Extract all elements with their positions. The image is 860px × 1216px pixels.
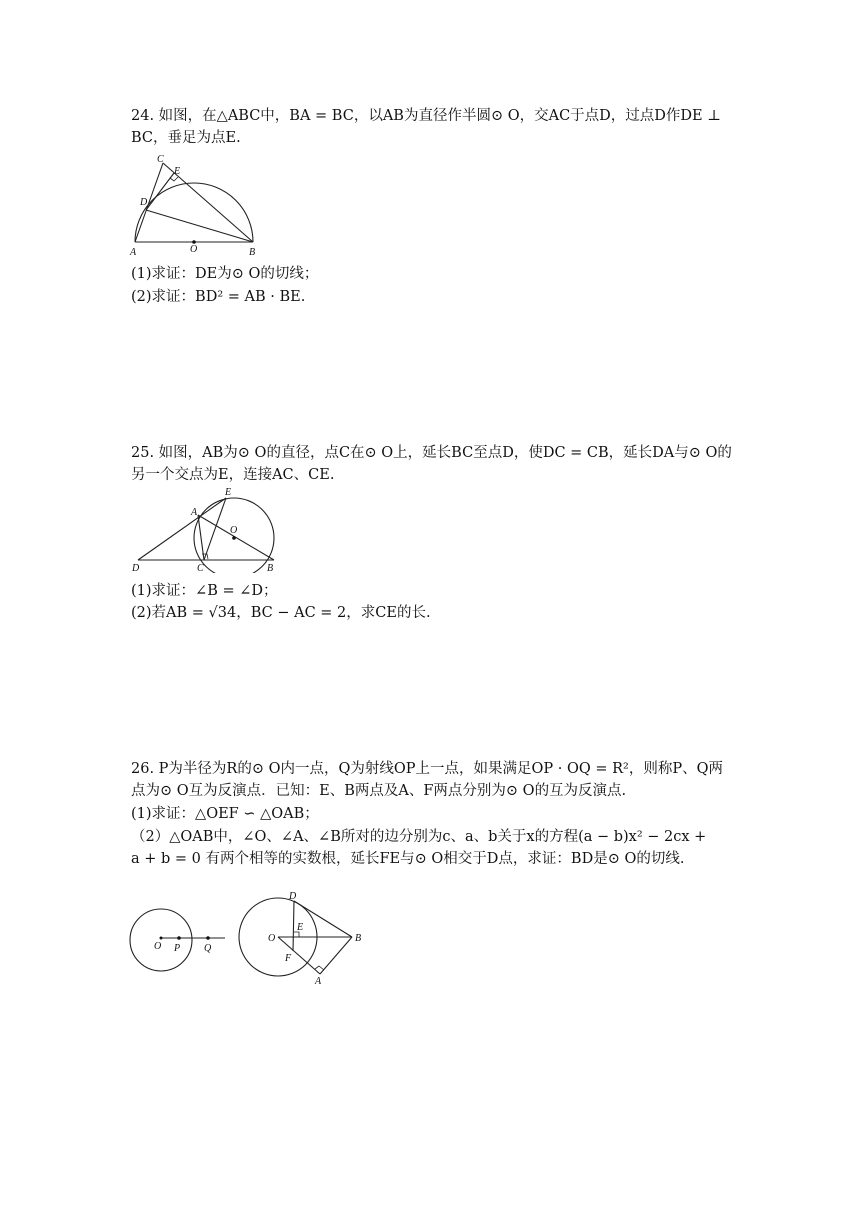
- q26-fig2-right-angle-a: [315, 966, 324, 970]
- q24-part1: (1)求证：DE为⊙ O的切线；: [131, 266, 319, 282]
- q25-label-b: B: [267, 563, 274, 573]
- q24-figure: [125, 152, 265, 260]
- q25-label-c: C: [197, 563, 204, 573]
- q26-fig2-label-o: O: [268, 933, 276, 944]
- q25-figure: [128, 485, 280, 573]
- q26-fig1-label-p: P: [174, 943, 181, 954]
- q26-stem-line2: 点为⊙ O互为反演点．已知：E、B两点及A、F两点分别为⊙ O的互为反演点.: [131, 783, 627, 799]
- q25-part1: (1)求证：∠B = ∠D；: [131, 583, 278, 599]
- q24-part2: (2)求证：BD² = AB · BE.: [131, 289, 306, 305]
- q24-label-d: D: [140, 197, 148, 208]
- q24-label-e: E: [174, 166, 181, 177]
- q26-part2-line2: a + b = 0 有两个相等的实数根，延长FE与⊙ O相交于D点，求证：BD是⊙ O的切线.: [131, 851, 685, 867]
- q26-fig1-label-q: Q: [204, 943, 212, 954]
- q24-segment-bd: [146, 210, 253, 242]
- q25-center-dot: [232, 536, 236, 540]
- q24-label-c: C: [157, 154, 164, 165]
- q26-fig2-segment-ab: [320, 937, 352, 974]
- q26-fig2-label-f: F: [285, 953, 292, 964]
- q26-fig2-segment-df: [293, 901, 294, 951]
- q25-stem-line1: 25. 如图，AB为⊙ O的直径，点C在⊙ O上，延长BC至点D，使DC = CB，延长DA与⊙ O的: [131, 445, 732, 461]
- q24-stem-line1: 24. 如图，在△ABC中，BA = BC，以AB为直径作半圆⊙ O，交AC于点D，过点D作DE ⊥: [131, 108, 721, 124]
- q24-label-o: O: [190, 244, 198, 255]
- q25-part2: (2)若AB = √34，BC − AC = 2，求CE的长.: [131, 605, 431, 621]
- q26-part2-line1: （2）△OAB中，∠O、∠A、∠B所对的边分别为c、a、b关于x的方程(a − b)x² − 2cx +: [131, 829, 707, 845]
- q25-segment-de: [138, 498, 226, 560]
- q25-label-d: D: [132, 563, 140, 573]
- q26-stem-line1: 26. P为半径为R的⊙ O内一点，Q为射线OP上一点，如果满足OP · OQ = R²，则称P、Q两: [131, 761, 724, 777]
- q26-fig1-dot-o: [160, 937, 163, 940]
- q25-label-o: O: [230, 525, 238, 536]
- q25-label-e: E: [225, 487, 232, 498]
- q26-figure-2: [232, 887, 372, 987]
- q26-fig2-label-a: A: [315, 976, 322, 987]
- q25-stem-line2: 另一个交点为E，连接AC、CE.: [131, 467, 335, 483]
- q25-segment-ab: [198, 515, 274, 560]
- q26-fig2-label-d: D: [289, 891, 297, 902]
- q24-stem-line2: BC，垂足为点E.: [131, 130, 241, 146]
- q24-segment-de: [146, 173, 174, 210]
- q26-fig1-dot-q: [206, 936, 210, 940]
- q26-fig1-circle: [130, 909, 192, 971]
- q26-fig1-dot-p: [177, 936, 181, 940]
- q26-fig1-label-o: O: [154, 941, 162, 952]
- q25-segment-ac: [198, 515, 204, 560]
- q24-label-b: B: [249, 247, 256, 258]
- q26-part1: (1)求证：△OEF ∽ △OAB；: [131, 806, 319, 822]
- q25-label-a: A: [191, 507, 198, 518]
- q26-fig2-label-b: B: [355, 933, 362, 944]
- q24-label-a: A: [130, 247, 137, 258]
- q26-figure-1: [125, 900, 230, 980]
- q26-fig2-label-e: E: [297, 922, 304, 933]
